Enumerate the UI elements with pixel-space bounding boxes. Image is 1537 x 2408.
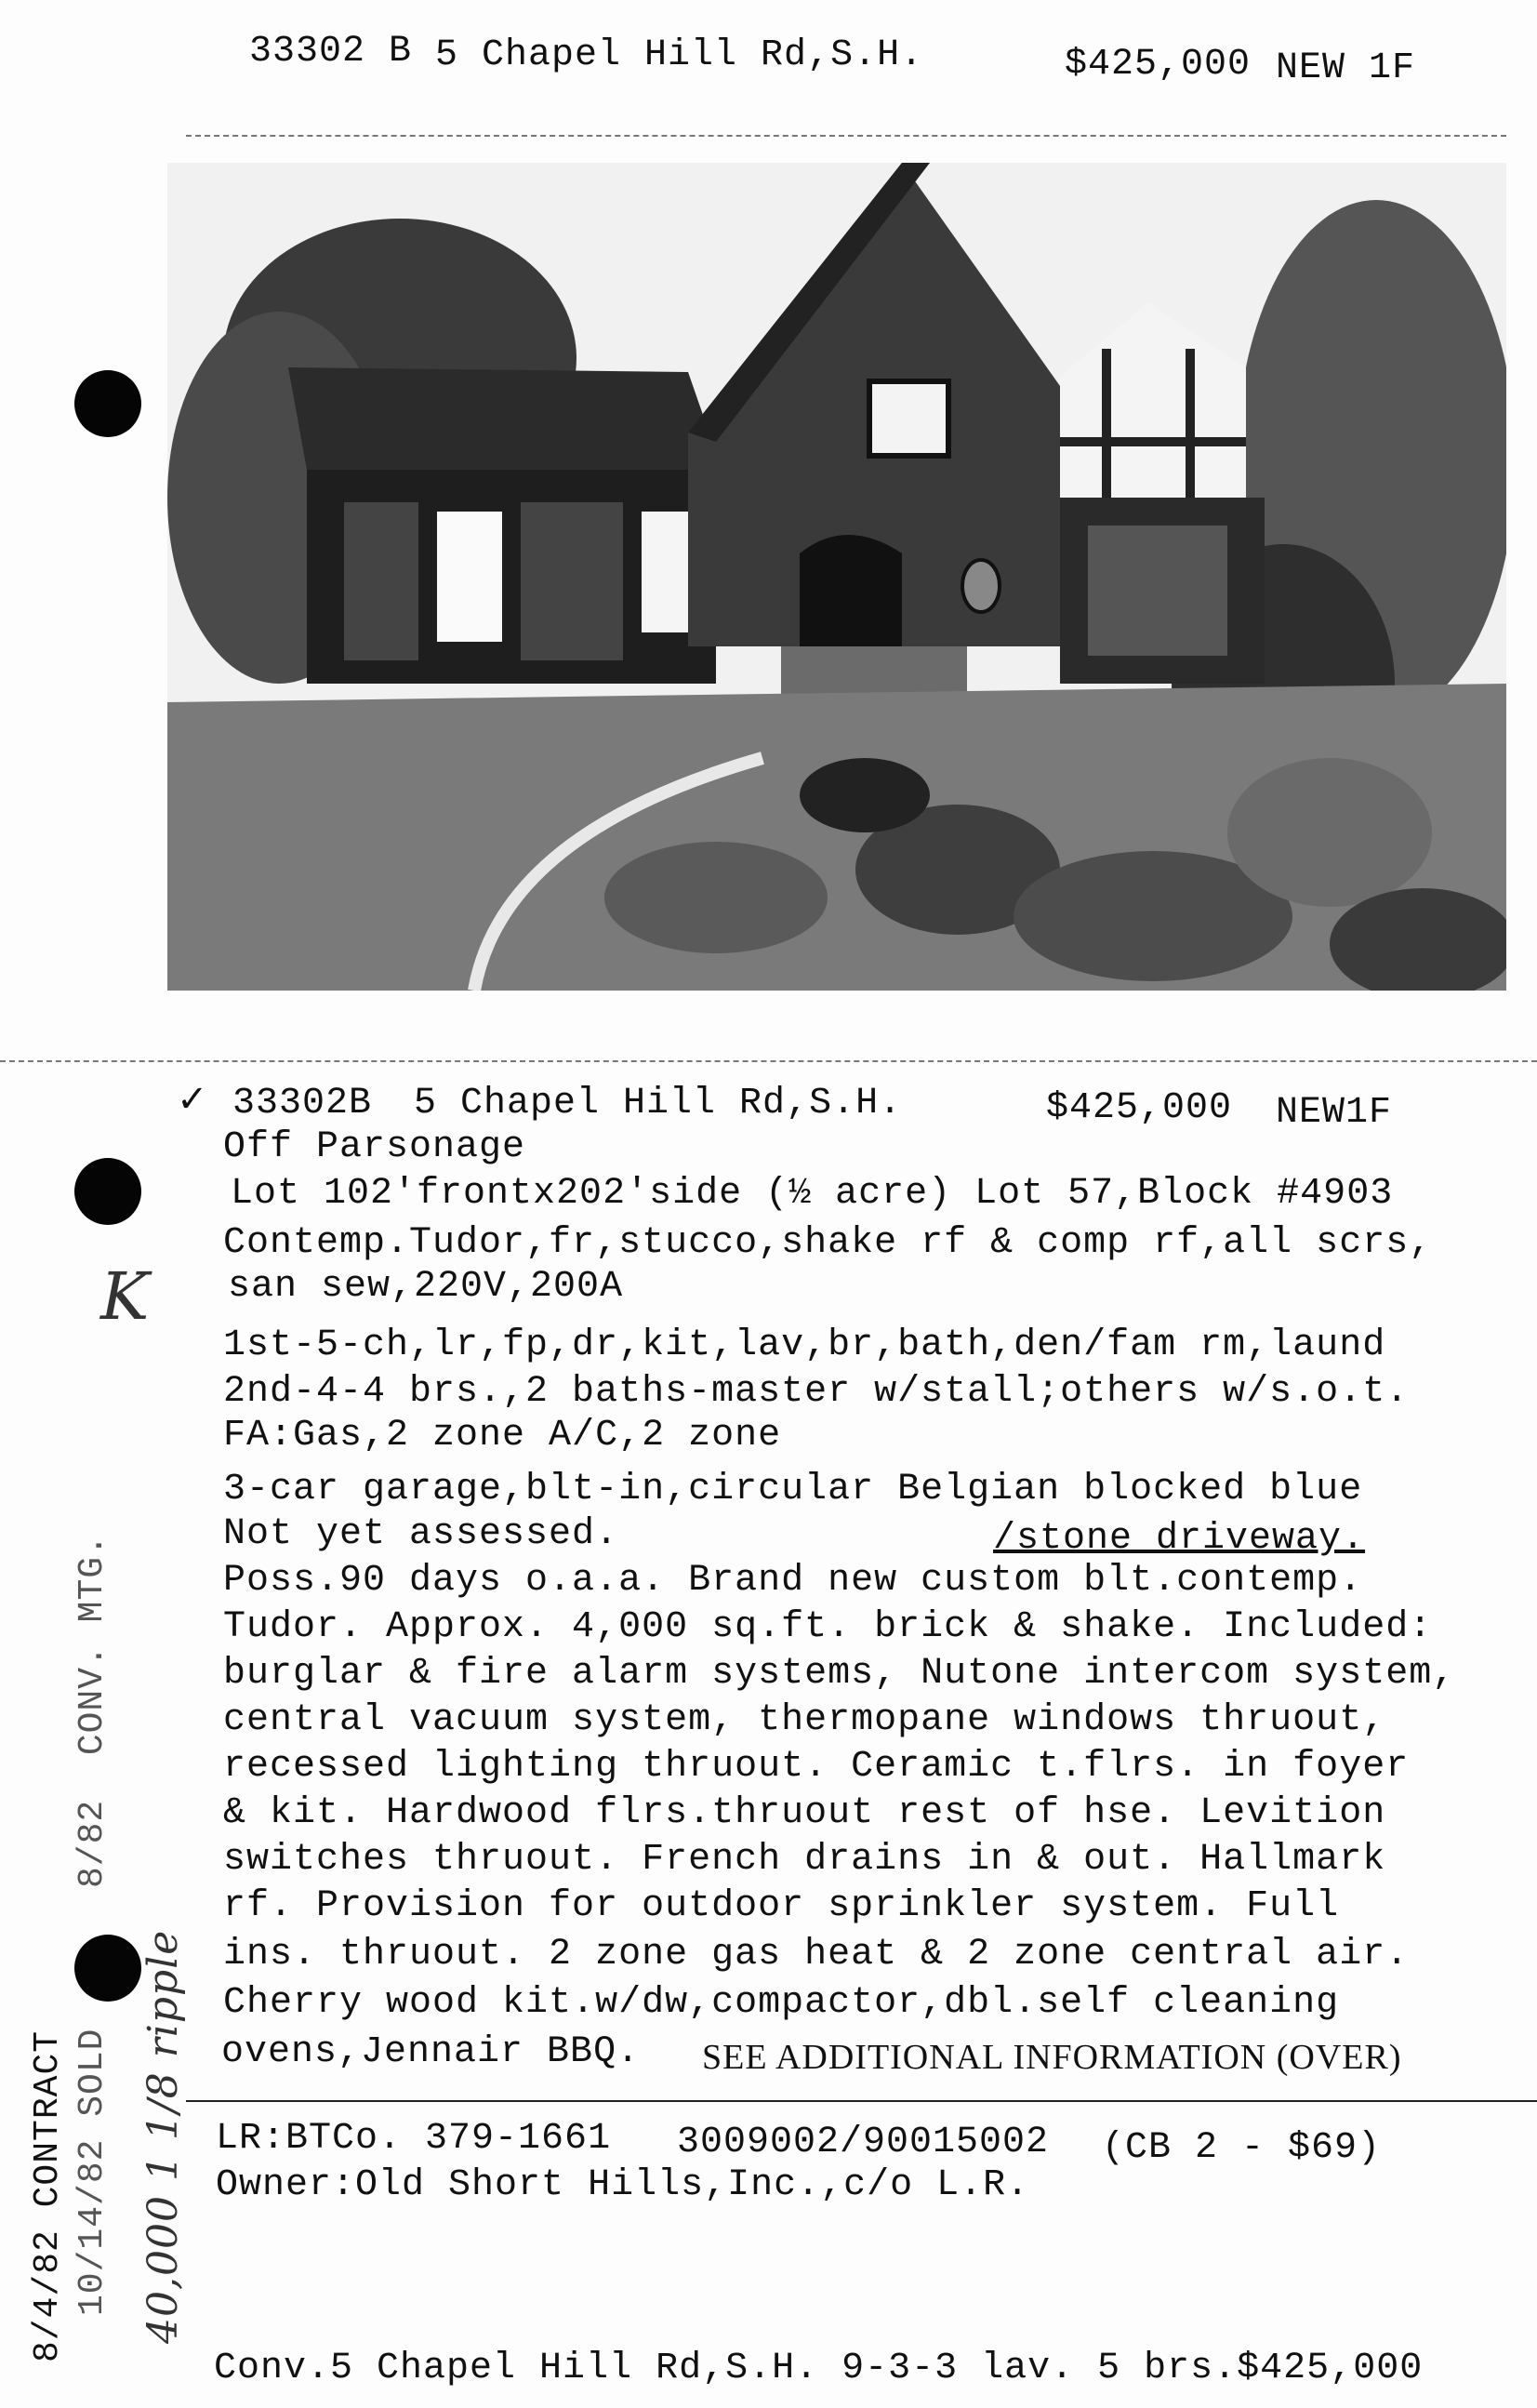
- house-photo: [167, 163, 1506, 991]
- listing-no: 33302B: [232, 1083, 373, 1124]
- top-listing-no: 33302 B: [249, 31, 413, 73]
- owner: Owner:Old Short Hills,Inc.,c/o L.R.: [216, 2164, 1030, 2206]
- listing-line: Off Parsonage: [223, 1126, 526, 1168]
- top-price: $425,000: [1065, 44, 1252, 86]
- listing-line: Cherry wood kit.w/dw,compactor,dbl.self cleaning: [223, 1982, 1340, 2024]
- divider-footer: [186, 2100, 1537, 2102]
- lr-info: LR:BTCo. 379-1661: [216, 2118, 612, 2160]
- listing-line: central vacuum system, thermopane windows thruout,: [223, 1699, 1386, 1741]
- contract-note: 8/4/82 CONTRACT: [28, 2029, 68, 2362]
- divider-middle: [0, 1060, 1537, 1062]
- punch-hole-top: [74, 370, 141, 437]
- conv-line: Conv.5 Chapel Hill Rd,S.H. 9-3-3 lav. 5 brs.$425,000: [214, 2348, 1424, 2389]
- listing-last-line: ovens,Jennair BBQ.: [221, 2031, 641, 2073]
- listing-line: Lot 102'frontx202'side (½ acre) Lot 57,Block #4903: [231, 1173, 1394, 1215]
- listing-status: NEW1F: [1276, 1092, 1393, 1134]
- listing-line: rf. Provision for outdoor sprinkler system. Full: [223, 1885, 1340, 1927]
- listing-line: FA:Gas,2 zone A/C,2 zone: [223, 1415, 782, 1457]
- handwritten-note: 40,000 1 1/8 ripple: [139, 1929, 187, 2344]
- listing-line: ins. thruout. 2 zone gas heat & 2 zone central air.: [223, 1934, 1410, 1976]
- divider-top: [186, 135, 1506, 137]
- listing-line: burglar & fire alarm systems, Nutone intercom system,: [223, 1653, 1456, 1695]
- sold-note: 10/14/82 SOLD: [73, 2028, 113, 2316]
- driveway-continuation: /stone driveway.: [993, 1518, 1366, 1560]
- conv-mtg-note: 8/82 CONV. MTG.: [73, 1534, 113, 1888]
- top-status: NEW 1F: [1276, 47, 1416, 89]
- listing-line: switches thruout. French drains in & out. Hallmark: [223, 1839, 1386, 1881]
- handwritten-mark: K: [100, 1258, 151, 1335]
- punch-hole-bottom: [74, 1935, 141, 2002]
- listing-price: $425,000: [1046, 1087, 1233, 1129]
- top-address: 5 Chapel Hill Rd,S.H.: [435, 34, 924, 76]
- codes: 3009002/90015002: [677, 2122, 1050, 2163]
- punch-hole-middle: [74, 1158, 141, 1225]
- listing-line: Not yet assessed.: [223, 1513, 619, 1555]
- listing-line: 2nd-4-4 brs.,2 baths-master w/stall;others w/s.o.t.: [223, 1371, 1410, 1413]
- listing-line: & kit. Hardwood flrs.thruout rest of hse. Levition: [223, 1792, 1386, 1834]
- listing-line: Contemp.Tudor,fr,stucco,shake rf & comp rf,all scrs,: [223, 1222, 1433, 1264]
- check-mark: ✓: [177, 1078, 209, 1121]
- listing-line: 1st-5-ch,lr,fp,dr,kit,lav,br,bath,den/fam rm,laund: [223, 1324, 1386, 1366]
- listing-line: san sew,220V,200A: [228, 1266, 624, 1308]
- see-additional: SEE ADDITIONAL INFORMATION (OVER): [702, 2038, 1402, 2077]
- listing-line: Poss.90 days o.a.a. Brand new custom blt.contemp.: [223, 1560, 1363, 1602]
- listing-line: Tudor. Approx. 4,000 sq.ft. brick & shake. Included:: [223, 1606, 1433, 1648]
- listing-address: 5 Chapel Hill Rd,S.H.: [414, 1083, 903, 1124]
- listing-line: recessed lighting thruout. Ceramic t.flrs. in foyer: [223, 1746, 1410, 1788]
- cb-fee: (CB 2 - $69): [1102, 2127, 1382, 2169]
- listing-line: 3-car garage,blt-in,circular Belgian blocked blue: [223, 1469, 1363, 1510]
